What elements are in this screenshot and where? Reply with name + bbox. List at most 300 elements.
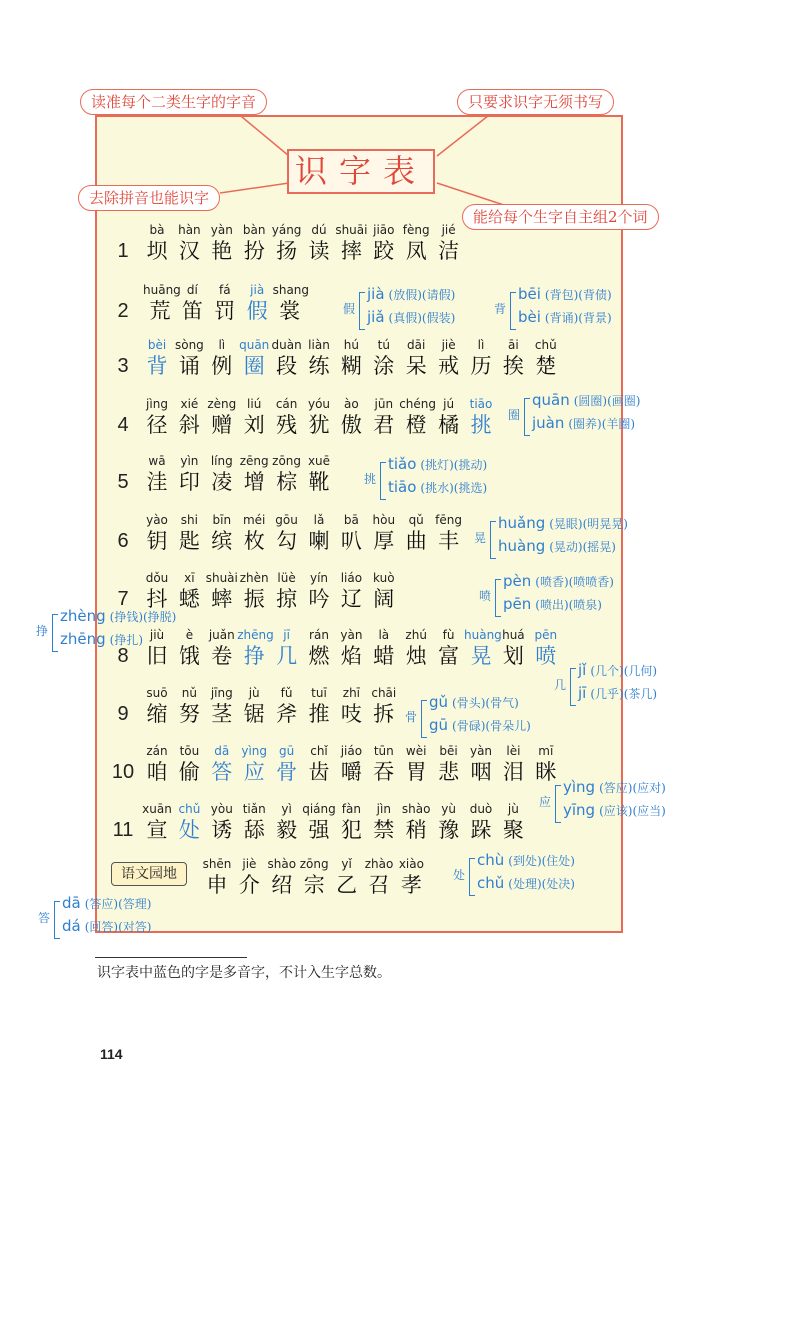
pinyin: jù: [507, 802, 519, 816]
polyphone-words: (挑水)(挑选): [420, 481, 488, 495]
polyphone-pinyin: tiāo: [388, 478, 417, 496]
polyphone-pinyin: dá: [62, 917, 81, 935]
pinyin: fá: [219, 283, 231, 297]
polyphone-entry: [532, 390, 640, 409]
hanzi: 舔: [243, 818, 265, 842]
hanzi: 犹: [308, 413, 330, 437]
hanzi: 历: [470, 354, 492, 378]
hanzi: 乙: [336, 873, 358, 897]
character-cell: [302, 743, 336, 785]
row-number: 5: [117, 471, 129, 493]
pinyin: qiáng: [302, 802, 336, 816]
pinyin: rán: [309, 628, 329, 642]
hanzi: 诱: [211, 818, 233, 842]
hanzi: 应: [243, 760, 265, 784]
hanzi: 曲: [405, 529, 427, 553]
hanzi: 咱: [146, 760, 168, 784]
hanzi: 糊: [340, 354, 362, 378]
hanzi: 蟀: [211, 587, 233, 611]
pinyin: yàn: [340, 628, 363, 642]
hanzi: 锯: [243, 702, 265, 726]
character-cell: [399, 222, 433, 264]
character-cell: [367, 685, 401, 727]
pinyin: chǔ: [534, 338, 557, 352]
hanzi: 例: [211, 354, 233, 378]
hanzi: 挨: [502, 354, 524, 378]
pinyin: hòu: [372, 513, 396, 527]
hanzi: 禁: [373, 818, 395, 842]
character-cell: [399, 396, 436, 438]
pinyin: jié: [441, 223, 456, 237]
pinyin: jìn: [376, 802, 391, 816]
polyphone-char: 晃: [474, 531, 487, 545]
polyphone-entry: [532, 413, 635, 432]
polyphone-entry: [429, 715, 531, 734]
polyphone-words: (回答)(对答): [84, 920, 152, 934]
character-cell: [172, 337, 206, 379]
character-cell: [334, 337, 368, 379]
pinyin: jiè: [441, 338, 456, 352]
pinyin: bīn: [212, 513, 232, 527]
polyphone-words: (几乎)(茶几): [590, 687, 658, 701]
pinyin: jiáo: [340, 744, 363, 758]
polyphone-pinyin: jǐ: [578, 661, 587, 679]
pinyin: là: [378, 628, 390, 642]
character-cell: [265, 856, 299, 898]
polyphone-entry: [563, 800, 666, 819]
pinyin: tú: [377, 338, 390, 352]
hanzi: 骨: [276, 760, 298, 784]
character-cell: [172, 685, 206, 727]
character-cell: [237, 627, 274, 669]
hanzi: 蟋: [178, 587, 200, 611]
row-number: 2: [117, 300, 129, 322]
hanzi: 吟: [308, 587, 330, 611]
character-cell: [270, 685, 304, 727]
polyphone-char: 背: [494, 302, 507, 316]
character-cell: [367, 222, 401, 264]
hanzi: 挣: [243, 644, 265, 668]
pinyin: dǒu: [145, 571, 169, 585]
character-cell: [432, 222, 466, 264]
pinyin: huàng: [464, 628, 502, 642]
pinyin: yì: [281, 802, 292, 816]
polyphone-pinyin: juàn: [532, 414, 565, 432]
polyphone-words: (圈养)(羊圈): [568, 417, 636, 431]
hanzi: 胃: [405, 760, 427, 784]
hanzi: 笛: [181, 299, 203, 323]
hanzi: 蜡: [373, 644, 395, 668]
pinyin: zán: [146, 744, 168, 758]
character-cell: [432, 396, 466, 438]
hanzi: 圈: [243, 354, 265, 378]
pinyin: shào: [267, 857, 297, 871]
callout-read-syllables: 读准每个二类生字的字音: [80, 89, 267, 115]
pinyin: lǎ: [313, 513, 325, 527]
hanzi: 枚: [243, 529, 265, 553]
hanzi: 燃: [308, 644, 330, 668]
character-cell: [140, 743, 174, 785]
brace: [510, 292, 516, 330]
polyphone-pinyin: tiǎo: [388, 455, 417, 473]
pinyin: mī: [538, 744, 554, 758]
pinyin: bàn: [242, 223, 266, 237]
pinyin: zhú: [405, 628, 427, 642]
pinyin: jià: [250, 283, 265, 297]
pinyin: shang: [272, 283, 310, 297]
pinyin: huāng: [143, 283, 181, 297]
pinyin: duò: [469, 802, 493, 816]
character-cell: [172, 627, 206, 669]
character-cell: [432, 801, 466, 843]
polyphone-entry: [498, 536, 616, 555]
hanzi: 诵: [178, 354, 200, 378]
hanzi: 嚼: [340, 760, 362, 784]
character-cell: [205, 743, 239, 785]
hanzi: 假: [246, 299, 268, 323]
polyphone-words: (晃动)(摇晃): [549, 540, 616, 554]
character-cell: [302, 801, 336, 843]
hanzi: 阔: [373, 587, 395, 611]
hanzi: 振: [243, 587, 265, 611]
polyphone-pinyin: pēn: [503, 595, 532, 613]
character-cell: [205, 337, 239, 379]
pinyin: yóu: [307, 397, 331, 411]
character-cell: [140, 512, 174, 554]
pinyin: yìn: [180, 454, 199, 468]
pinyin: bèi: [147, 338, 167, 352]
polyphone-pinyin: yìng: [563, 778, 596, 796]
brace: [495, 579, 501, 617]
polyphone-pinyin: gū: [429, 716, 449, 734]
row-number: 7: [117, 588, 129, 610]
brace: [469, 858, 475, 896]
row-number: 9: [117, 703, 129, 725]
character-cell: [270, 801, 304, 843]
hanzi: 犯: [340, 818, 362, 842]
hanzi: 介: [238, 873, 260, 897]
hanzi: 艳: [211, 239, 233, 263]
hanzi: 扮: [243, 239, 265, 263]
character-cell: [432, 512, 466, 554]
row-number: 6: [117, 530, 129, 552]
hanzi: 申: [206, 873, 228, 897]
pinyin: huá: [502, 628, 525, 642]
hanzi: 眯: [535, 760, 557, 784]
hanzi: 残: [276, 413, 298, 437]
hanzi: 抖: [146, 587, 168, 611]
character-cell: [272, 282, 310, 324]
character-cell: [172, 512, 206, 554]
hanzi: 君: [373, 413, 395, 437]
pinyin: cán: [275, 397, 298, 411]
pinyin: juǎn: [208, 628, 235, 642]
pinyin: ào: [344, 397, 359, 411]
pinyin: yìng: [241, 744, 268, 758]
hanzi: 掠: [276, 587, 298, 611]
character-cell: [464, 743, 498, 785]
pinyin: xié: [180, 397, 199, 411]
pinyin: jiù: [149, 628, 165, 642]
character-cell: [237, 570, 271, 612]
character-cell: [464, 396, 498, 438]
pinyin: kuò: [373, 571, 395, 585]
hanzi: 段: [276, 354, 298, 378]
character-cell: [237, 743, 271, 785]
character-cell: [367, 627, 401, 669]
pinyin: shuāi: [335, 223, 368, 237]
polyphone-entry: [60, 606, 176, 625]
pinyin: chāi: [371, 686, 397, 700]
character-cell: [172, 570, 206, 612]
pinyin: jú: [443, 397, 455, 411]
character-cell: [237, 801, 271, 843]
hanzi: 咽: [470, 760, 492, 784]
footnote-rule: [95, 957, 247, 958]
character-cell: [270, 570, 304, 612]
character-cell: [270, 627, 304, 669]
character-cell: [334, 222, 368, 264]
hanzi: 斧: [276, 702, 298, 726]
pinyin: zōng: [272, 454, 302, 468]
character-cell: [172, 743, 206, 785]
polyphone-entry: [367, 284, 455, 303]
row-number: 11: [112, 819, 134, 841]
character-cell: [399, 337, 433, 379]
pinyin: dāi: [407, 338, 426, 352]
callout-recognize-only: 只要求识字无须书写: [457, 89, 614, 115]
character-cell: [205, 222, 239, 264]
polyphone-pinyin: quān: [532, 391, 570, 409]
garden-label-badge: 语文园地: [111, 862, 187, 886]
hanzi: 豫: [438, 818, 460, 842]
hanzi: 聚: [502, 818, 524, 842]
hanzi: 斜: [178, 413, 200, 437]
character-cell: [140, 222, 174, 264]
pinyin: dí: [186, 283, 198, 297]
hanzi: 荒: [149, 299, 171, 323]
character-cell: [529, 627, 563, 669]
pinyin: shuài: [205, 571, 238, 585]
hanzi: 齿: [308, 760, 330, 784]
character-cell: [302, 222, 336, 264]
character-cell: [237, 453, 271, 495]
pinyin: xuān: [142, 802, 172, 816]
hanzi: 稍: [405, 818, 427, 842]
brace: [52, 614, 58, 652]
pinyin: qǔ: [408, 513, 424, 527]
hanzi: 毅: [276, 818, 298, 842]
hanzi: 茎: [211, 702, 233, 726]
hanzi: 努: [178, 702, 200, 726]
pinyin: tōu: [179, 744, 200, 758]
pinyin: méi: [242, 513, 266, 527]
polyphone-words: (晃眼)(明晃晃): [549, 517, 628, 531]
pinyin: yàn: [469, 744, 493, 758]
polyphone-pinyin: jiǎ: [367, 308, 385, 326]
character-cell: [529, 337, 563, 379]
character-cell: [496, 743, 530, 785]
polyphone-words: (挣钱)(挣脱): [109, 610, 177, 624]
pinyin: wèi: [405, 744, 427, 758]
character-cell: [205, 512, 239, 554]
pinyin: fēng: [435, 513, 463, 527]
pinyin: chéng: [399, 397, 436, 411]
hanzi: 宣: [146, 818, 168, 842]
polyphone-pinyin: bèi: [518, 308, 541, 326]
polyphone-char: 圈: [508, 408, 521, 422]
pinyin: liú: [247, 397, 262, 411]
polyphone-words: (放假)(请假): [388, 288, 456, 302]
brace: [524, 398, 530, 436]
pinyin: jiāo: [373, 223, 395, 237]
pinyin: dā: [214, 744, 230, 758]
character-cell: [334, 396, 368, 438]
character-cell: [237, 222, 271, 264]
character-cell: [240, 282, 274, 324]
character-cell: [140, 685, 174, 727]
character-cell: [237, 396, 271, 438]
character-cell: [302, 396, 336, 438]
character-cell: [334, 570, 368, 612]
polyphone-entry: [429, 692, 519, 711]
character-cell: [464, 337, 498, 379]
hanzi: 罚: [214, 299, 236, 323]
polyphone-entry: [62, 916, 151, 935]
character-cell: [175, 282, 209, 324]
pinyin: gū: [278, 744, 295, 758]
hanzi: 旧: [146, 644, 168, 668]
character-cell: [330, 856, 364, 898]
character-cell: [334, 685, 368, 727]
pinyin: yù: [441, 802, 456, 816]
pinyin: fù: [442, 628, 455, 642]
character-cell: [172, 453, 206, 495]
pinyin: wā: [148, 454, 166, 468]
character-cell: [367, 512, 401, 554]
hanzi: 靴: [308, 470, 330, 494]
pinyin: è: [185, 628, 194, 642]
hanzi: 烛: [405, 644, 427, 668]
character-cell: [205, 453, 239, 495]
polyphone-words: (挣扎): [109, 633, 144, 647]
polyphone-char: 处: [453, 868, 466, 882]
pinyin: dú: [311, 223, 327, 237]
polyphone-words: (处理)(处决): [508, 877, 575, 891]
pinyin: zhī: [342, 686, 361, 700]
hanzi: 戒: [438, 354, 460, 378]
pinyin: jìng: [146, 397, 168, 411]
polyphone-pinyin: yīng: [563, 801, 596, 819]
polyphone-entry: [388, 454, 487, 473]
character-cell: [432, 337, 466, 379]
brace: [570, 668, 576, 706]
hanzi: 凌: [211, 470, 233, 494]
hanzi: 悲: [438, 760, 460, 784]
pinyin: lì: [218, 338, 226, 352]
pinyin: jīng: [210, 686, 233, 700]
callout-make-words: 能给每个生字自主组2个词: [462, 204, 659, 230]
character-cell: [399, 627, 433, 669]
polyphone-words: (骨头)(骨气): [452, 696, 519, 710]
hanzi: 刘: [243, 413, 265, 437]
pinyin: sòng: [174, 338, 204, 352]
hanzi: 练: [308, 354, 330, 378]
pinyin: lüè: [277, 571, 296, 585]
pinyin: shēn: [202, 857, 232, 871]
callout-without-pinyin: 去除拼音也能识字: [78, 185, 220, 211]
page-number: 114: [100, 1046, 123, 1062]
polyphone-words: (几个)(几何): [590, 664, 658, 678]
row-number: 4: [117, 414, 129, 436]
pinyin: zēng: [239, 454, 269, 468]
pinyin: lèi: [506, 744, 521, 758]
hanzi: 摔: [340, 239, 362, 263]
hanzi: 宗: [303, 873, 325, 897]
hanzi: 拆: [373, 702, 395, 726]
polyphone-words: (骨碌)(骨朵儿): [452, 719, 531, 733]
pinyin: zōng: [299, 857, 329, 871]
character-cell: [270, 222, 304, 264]
polyphone-pinyin: jià: [367, 285, 385, 303]
hanzi: 勾: [276, 529, 298, 553]
row-number: 8: [117, 645, 129, 667]
polyphone-char: 答: [38, 911, 51, 925]
character-cell: [140, 801, 174, 843]
character-cell: [140, 396, 174, 438]
character-cell: [334, 743, 368, 785]
character-cell: [237, 685, 271, 727]
polyphone-entry: [518, 284, 612, 303]
character-cell: [302, 685, 336, 727]
hanzi: 印: [178, 470, 200, 494]
character-cell: [464, 627, 502, 669]
polyphone-pinyin: huǎng: [498, 514, 546, 532]
polyphone-char: 应: [539, 795, 552, 809]
pinyin: bā: [343, 513, 359, 527]
polyphone-pinyin: chǔ: [477, 874, 505, 892]
polyphone-pinyin: chù: [477, 851, 505, 869]
hanzi: 吱: [340, 702, 362, 726]
hanzi: 强: [308, 818, 330, 842]
polyphone-entry: [498, 513, 628, 532]
hanzi: 绍: [271, 873, 293, 897]
hanzi: 读: [308, 239, 330, 263]
brace: [359, 292, 365, 330]
hanzi: 缤: [211, 529, 233, 553]
character-cell: [297, 856, 331, 898]
pinyin: yàn: [210, 223, 233, 237]
polyphone-entry: [477, 850, 575, 869]
hanzi: 背: [146, 354, 168, 378]
character-cell: [140, 337, 174, 379]
pinyin: fèng: [402, 223, 430, 237]
pinyin: xuē: [307, 454, 331, 468]
polyphone-words: (背包)(背债): [544, 288, 612, 302]
page-title: 识字表: [287, 149, 435, 194]
polyphone-char: 几: [554, 678, 567, 692]
pinyin: bēi: [439, 744, 458, 758]
hanzi: 裳: [279, 299, 301, 323]
polyphone-pinyin: dā: [62, 894, 81, 912]
character-cell: [334, 801, 368, 843]
character-cell: [394, 856, 428, 898]
character-cell: [140, 627, 174, 669]
character-cell: [367, 570, 401, 612]
hanzi: 涂: [373, 354, 395, 378]
polyphone-char: 挑: [364, 472, 377, 486]
brace: [54, 901, 60, 939]
